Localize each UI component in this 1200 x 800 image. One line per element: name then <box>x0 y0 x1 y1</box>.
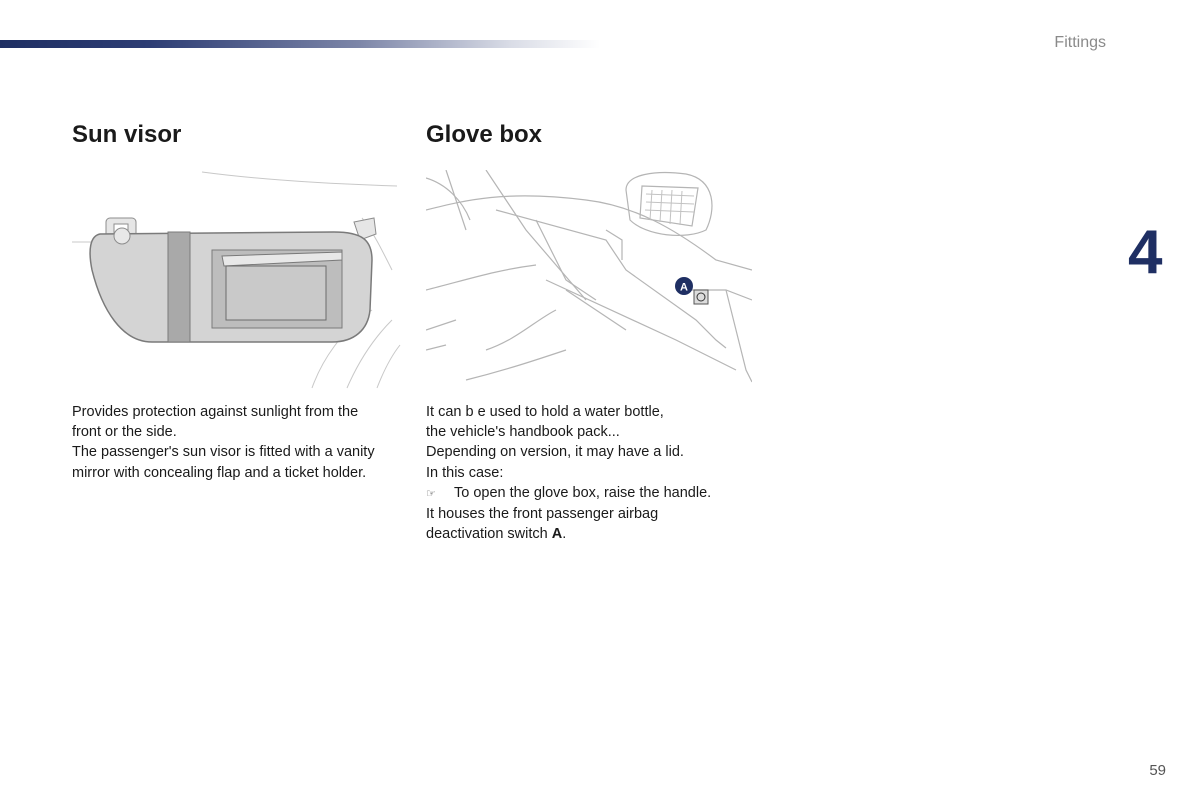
glove-box-line-prefix: deactivation switch <box>426 526 552 543</box>
glove-box-title: Glove box <box>426 121 543 148</box>
sun-visor-title: Sun visor <box>72 121 182 148</box>
sun-visor-line: mirror with concealing flap and a ticket holder. <box>72 464 367 481</box>
switch-reference-a: A <box>551 526 563 543</box>
glove-box-illustration <box>426 170 752 390</box>
glove-box-line <box>426 524 766 544</box>
sun-visor-line: Provides protection against sunlight from the <box>72 404 359 420</box>
glove-box-line: Depending on version, it may have a lid. <box>426 444 684 461</box>
sun-visor-section <box>72 120 402 481</box>
hand-pointer-icon: ☞ <box>426 487 436 500</box>
glove-box-bullet <box>426 483 766 504</box>
glove-box-line: In this case: <box>426 464 504 481</box>
sun-visor-illustration <box>72 170 402 390</box>
sun-visor-line: front or the side. <box>72 424 177 441</box>
sun-visor-text <box>72 402 412 483</box>
glove-box-bullet-text: To open the glove box, raise the handle. <box>454 484 712 501</box>
page-number: 59 <box>1149 762 1166 779</box>
glove-box-line: the vehicle's handbook pack... <box>426 424 620 441</box>
glove-box-line-suffix: . <box>562 526 567 543</box>
glove-box-section <box>426 120 756 543</box>
glove-box-line: It can b e used to hold a water bottle, <box>426 404 664 420</box>
glove-box-line: It houses the front passenger airbag <box>426 506 659 523</box>
chapter-number: 4 <box>1128 218 1163 287</box>
callout-a-label: A <box>680 281 688 294</box>
glove-box-text <box>426 402 766 544</box>
sun-visor-line: The passenger's sun visor is fitted with a vanity <box>72 444 375 461</box>
header-color-bar <box>0 40 600 48</box>
section-name: Fittings <box>1054 34 1106 51</box>
